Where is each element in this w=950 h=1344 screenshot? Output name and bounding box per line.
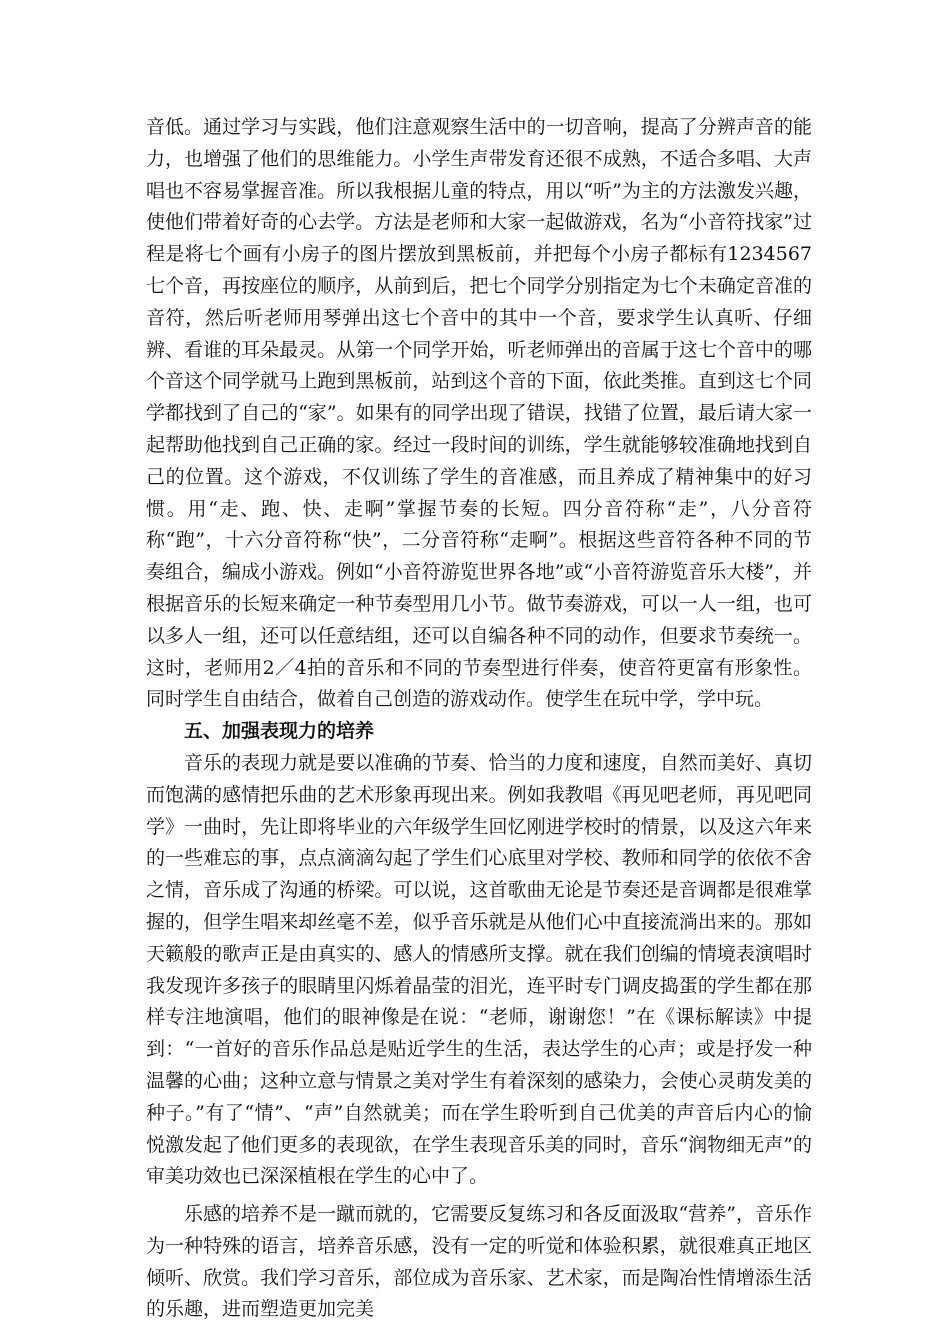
section-heading: 五、加强表现力的培养 (184, 720, 375, 743)
body-paragraph-2: 音乐的表现力就是要以准确的节奏、恰当的力度和速度，自然而美好、真切而饱满的感情把乐曲的艺术形象再现出来。例如我教唱《再见吧老师，再见吧同学》一曲时，先让即将毕业的六年级学生回忆刚进学校时的情景，以及这六年来的一些难忘的事，点点滴滴勾起了学生们心底里对学校、教师和同学的依依不舍之情，音乐成了沟通的桥梁。可以说，这首歌曲无论是节奏还是音调都是很难掌握的，但学生唱来却丝毫不差，似乎音乐就是从他们心中直接流淌出来的。那如天籁般的歌声正是由真实的、感人的情感所支撑。就在我们创编的情境表演唱时我发现许多孩子的眼睛里闪烁着晶莹的泪光，连平时专门调皮捣蛋的学生都在那样专注地演唱，他们的眼神像是在说：“老师，谢谢您！”在《课标解读》中提到：“一首好的音乐作品总是贴近学生的生活，表达学生的心声；或是抒发一种温馨的心曲；这种立意与情景之美对学生有着深刻的感染力，会使心灵萌发美的种子。”有了“情”、“声”自然就美；而在学生聆听到自己优美的声音后内心的愉悦激发起了他们更多的表现欲，在学生表现音乐美的同时，音乐“润物细无声”的审美功效也已深深植根在学生的心中了。 (146, 751, 812, 1188)
body-paragraph-1: 音低。通过学习与实践，他们注意观察生活中的一切音响，提高了分辨声音的能力，也增强了他们的思维能力。小学生声带发育还很不成熟，不适合多唱、大声唱也不容易掌握音准。所以我根据儿童的特点，用以“听”为主的方法激发兴趣，使他们带着好奇的心去学。方法是老师和大家一起做游戏，名为“小音符找家”过程是将七个画有小房子的图片摆放到黑板前，并把每个小房子都标有1234567七个音，再按座位的顺序，从前到后，把七个同学分别指定为七个未确定音准的音符，然后听老师用琴弹出这七个音中的其中一个音，要求学生认真听、仔细辨、看谁的耳朵最灵。从第一个同学开始，听老师弹出的音属于这七个音中的哪个音这个同学就马上跑到黑板前，站到这个音的下面，依此类推。直到这七个同学都找到了自己的“家”。如果有的同学出现了错误，找错了位置，最后请大家一起帮助他找到自己正确的家。经过一段时间的训练，学生就能够较准确地找到自己的位置。这个游戏，不仅训练了学生的音准感，而且养成了精神集中的好习惯。用“走、跑、快、走啊”掌握节奏的长短。四分音符称“走”，八分音符称“跑”，十六分音符称“快”，二分音符称“走啊”。根据这些音符各种不同的节奏组合，编成小游戏。例如“小音符游览世界各地”或“小音符游览音乐大楼”，并根据音乐的长短来确定一种节奏型用几小节。做节奏游戏，可以一人一组，也可以多人一组，还可以任意结组，还可以自编各种不同的动作，但要求节奏统一。这时，老师用2／4拍的音乐和不同的节奏型进行伴奏，使音符更富有形象性。同时学生自由结合，做着自己创造的游戏动作。使学生在玩中学，学中玩。 (146, 116, 812, 711)
document-body (146, 112, 812, 1326)
body-paragraph-3: 乐感的培养不是一蹴而就的，它需要反复练习和各反面汲取“营养”，音乐作为一种特殊的语言，培养音乐感，没有一定的听觉和体验积累，就很难真正地区倾听、欣赏。我们学习音乐，部位成为音乐家、艺术家，而是陶冶性情增添生活的乐趣，进而塑造更加完美 (146, 1203, 812, 1321)
